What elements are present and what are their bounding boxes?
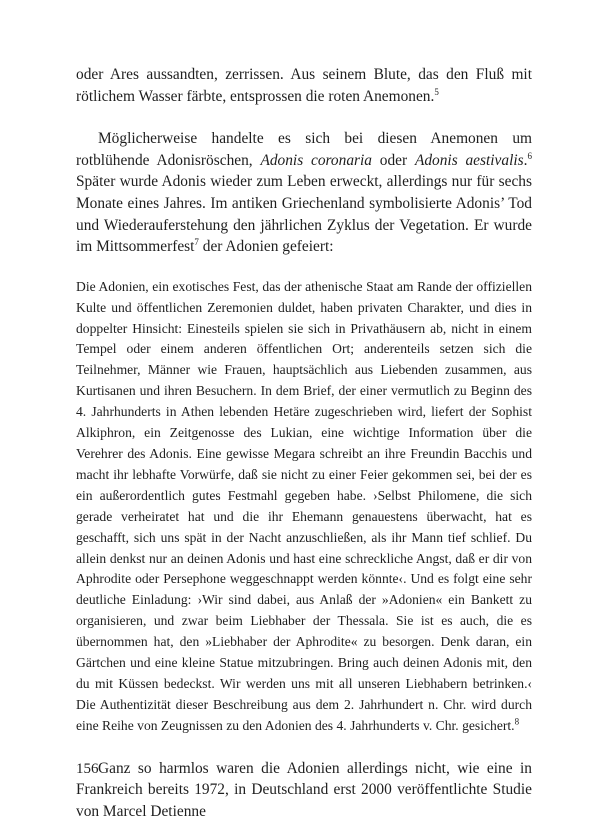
block-quote [76,277,532,737]
paragraph-2-text-e: der Adonien gefeiert: [198,238,334,256]
paragraph-2-text-d: Später wurde Adonis wieder zum Leben erweckt, allerdings nur für sechs Monate eines Jahres. Im antiken Griechenland symbolisierte Adonis’ Tod und Wiederauferstehung den jährlichen Zyklus der Vegetation. Er wurde im Mittsommerfest [76,173,532,256]
paragraph-2 [76,128,532,258]
footnote-ref-8[interactable]: 8 [514,716,520,727]
footnote-ref-7[interactable]: 7 [194,237,199,248]
footnote-ref-5[interactable]: 5 [434,86,439,97]
block-quote-text: Die Adonien, ein exotisches Fest, das der athenische Staat am Rande der offiziellen Kulte und öffentlichen Zeremonien duldet, haben privaten Charakter, und dies in doppelter Hinsicht: Einesteils spielen sie sich in Privathäusern ab, nicht in einem Tempel oder einem anderen öffentlichen Ort; anderenteils setzen sich die Teilnehmer, Männer wie Frauen, hauptsächlich aus Liebenden zusammen, aus Kurtisanen und ihren Besuchern. In dem Brief, der einer vermutlich zu Beginn des 4. Jahrhunderts in Athen lebenden Hetäre zugeschrieben wird, liefert der Sophist Alkiphron, ein Zeitgenosse des Lukian, eine wichtige Information über die Verehrer des Adonis. Eine gewisse Megara schreibt an ihre Freundin Bacchis und macht ihr lebhafte Vorwürfe, daß sie nicht zu einer Feier gekommen sei, bei der es ein außerordentlich gutes Festmahl gegeben habe. ›Selbst Philomene, die sich gerade verheiratet hat und die ihr Ehemann genauestens überwacht, hat es geschafft, sich uns spät in der Nacht anzuschließen, als ihr Mann tief schlief. Du allein denkst nur an deinen Adonis und hast eine schreckliche Angst, daß er dir von Aphrodite oder Persephone weggeschnappt werden könnte‹. Und es folgt eine sehr deutliche Einladung: ›Wir sind dabei, aus Anlaß der »Adonien« ein Bankett zu organisieren, und zwar beim Liebhaber der Thessala. Sie ist es auch, die es übernommen hat, den »Liebhaber der Aphrodite« zu besorgen. Denk daran, ein Gärtchen und eine kleine Statue mitzubringen. Bring auch deinen Adonis mit, den du mit Küssen bedeckst. Wir werden uns mit all unseren Liebhabern betrinken.‹ Die Authentizität dieser Beschreibung aus dem 2. Jahrhundert n. Chr. wird durch eine Reihe von Zeugnissen zu den Adonien des 4. Jahrhunderts v. Chr. gesichert. [76,278,532,733]
page-number: 156 [76,761,99,777]
paragraph-1-text: oder Ares aussandten, zerrissen. Aus seinem Blute, das den Fluß mit rötlichem Wasser färbte, entsprossen die roten Anemonen. [76,66,532,105]
paragraph-3 [76,758,532,822]
paragraph-2-text-c: . [523,151,528,169]
species-name-coronaria: Adonis coronaria [260,151,372,169]
paragraph-2-text-a: Möglicherweise handelte es sich bei diesen Anemonen um rotblühende Adonisröschen, [76,130,532,169]
paragraph-3-text: Ganz so harmlos waren die Adonien allerdings nicht, wie eine in Frankreich bereits 1972, in Deutschland erst 2000 veröffentlichte Studie von Marcel Detienne [76,759,532,820]
paragraph-1 [76,64,532,107]
page-body [76,64,532,822]
footnote-ref-6[interactable]: 6 [527,150,532,161]
species-name-aestivalis: Adonis aestivalis [414,151,524,169]
paragraph-2-text-b: oder [371,151,415,169]
